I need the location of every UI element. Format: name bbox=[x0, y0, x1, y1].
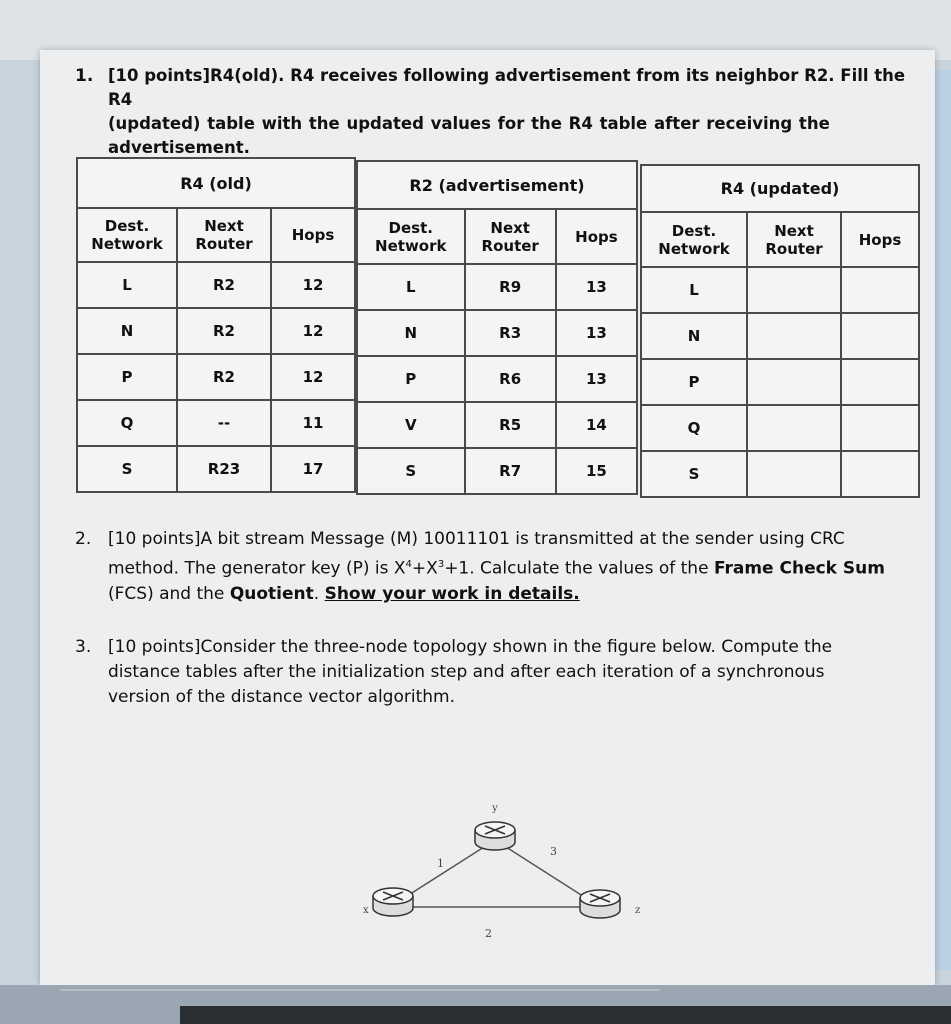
edge-cost-x-z: 2 bbox=[485, 927, 492, 940]
question-line: [10 points]R4(old). R4 receives following advertisement from its neighbor R2. Fill the R4 bbox=[108, 66, 906, 109]
column-header-dest bbox=[357, 209, 465, 264]
question-text bbox=[108, 64, 920, 160]
cell: N bbox=[77, 308, 177, 354]
show-work-instruction: Show your work in details. bbox=[324, 583, 580, 604]
table-row bbox=[641, 451, 919, 497]
header-line: Router bbox=[765, 239, 823, 258]
cell: R2 bbox=[177, 262, 271, 308]
fcs-term: Frame Check Sum bbox=[713, 558, 885, 579]
cell: 13 bbox=[556, 264, 637, 310]
cell-empty bbox=[841, 359, 919, 405]
cell: N bbox=[641, 313, 747, 359]
text-span: +1. Calculate the values of the bbox=[444, 558, 714, 579]
r4-updated-table bbox=[640, 164, 920, 498]
question-line: distance tables after the initialization step and after each iteration of a synchronous bbox=[108, 662, 825, 682]
table-row bbox=[641, 359, 919, 405]
cell: P bbox=[357, 356, 465, 402]
question-line bbox=[108, 582, 885, 607]
node-label-y: y bbox=[492, 803, 498, 814]
question-text bbox=[108, 635, 832, 710]
router-x-icon bbox=[373, 888, 413, 916]
header-line: Dest. bbox=[104, 217, 150, 235]
table-row bbox=[357, 264, 637, 310]
table-title: R4 (old) bbox=[77, 158, 355, 208]
cell: P bbox=[77, 354, 177, 400]
edge-cost-y-z: 3 bbox=[550, 845, 557, 858]
cell-empty bbox=[747, 405, 841, 451]
table-row bbox=[357, 310, 637, 356]
cell-empty bbox=[841, 267, 919, 313]
exponent: 3 bbox=[437, 559, 445, 570]
cell-empty bbox=[747, 313, 841, 359]
header-line: Router bbox=[195, 235, 253, 253]
cell: 12 bbox=[271, 262, 355, 308]
table-row bbox=[357, 356, 637, 402]
column-header-next bbox=[747, 212, 841, 267]
cell-empty bbox=[747, 359, 841, 405]
router-y-icon bbox=[475, 822, 515, 850]
header-line: Network bbox=[658, 239, 730, 258]
cell-empty bbox=[841, 405, 919, 451]
column-header-dest bbox=[641, 212, 747, 267]
column-header-hops: Hops bbox=[841, 212, 919, 267]
table-row bbox=[641, 313, 919, 359]
cell: S bbox=[641, 451, 747, 497]
column-header-next bbox=[177, 208, 271, 262]
cell: N bbox=[357, 310, 465, 356]
cell: 13 bbox=[556, 310, 637, 356]
ruler-line bbox=[60, 989, 660, 1005]
cell: -- bbox=[177, 400, 271, 446]
cell-empty bbox=[841, 313, 919, 359]
question-line: advertisement. bbox=[108, 138, 250, 157]
cell: S bbox=[357, 448, 465, 494]
bottom-dark-strip bbox=[180, 1006, 951, 1024]
edge-cost-x-y: 1 bbox=[437, 857, 444, 870]
cell: R9 bbox=[465, 264, 556, 310]
cell: S bbox=[77, 446, 177, 492]
cell: 14 bbox=[556, 402, 637, 448]
text-span: (FCS) and the bbox=[108, 583, 230, 604]
cell: R2 bbox=[177, 308, 271, 354]
header-line: Network bbox=[91, 235, 163, 253]
table-row bbox=[77, 308, 355, 354]
cell: Q bbox=[641, 405, 747, 451]
cell: R23 bbox=[177, 446, 271, 492]
table-row bbox=[77, 354, 355, 400]
cell: 13 bbox=[556, 356, 637, 402]
table-title: R4 (updated) bbox=[641, 165, 919, 212]
column-header-hops: Hops bbox=[556, 209, 637, 264]
header-line: Next bbox=[204, 217, 244, 235]
question-line: version of the distance vector algorithm. bbox=[108, 687, 455, 707]
text-span: method. The generator key (P) is X bbox=[108, 558, 406, 579]
cell: R3 bbox=[465, 310, 556, 356]
header-line: Next bbox=[490, 218, 530, 237]
header-line: Dest. bbox=[671, 221, 717, 240]
column-header-dest bbox=[77, 208, 177, 262]
cell: V bbox=[357, 402, 465, 448]
cell: P bbox=[641, 359, 747, 405]
quotient-term: Quotient bbox=[229, 583, 314, 604]
exponent: 4 bbox=[405, 559, 412, 570]
header-line: Next bbox=[774, 221, 814, 240]
text-span: +X bbox=[411, 558, 438, 579]
cell-empty bbox=[747, 451, 841, 497]
cell: L bbox=[641, 267, 747, 313]
table-row bbox=[77, 400, 355, 446]
cell-empty bbox=[841, 451, 919, 497]
question-line: (updated) table with the updated values for the R4 table after receiving the bbox=[108, 114, 830, 133]
question-line: [10 points]Consider the three-node topology shown in the figure below. Compute the bbox=[108, 637, 833, 657]
r2-advertisement-table bbox=[356, 160, 638, 495]
table-row bbox=[357, 448, 637, 494]
cell: 11 bbox=[271, 400, 355, 446]
table-row bbox=[357, 402, 637, 448]
question-number: 3. bbox=[75, 637, 92, 657]
r4-old-table bbox=[76, 157, 356, 493]
router-z-icon bbox=[580, 890, 620, 918]
header-line: Dest. bbox=[388, 218, 433, 237]
cell: Q bbox=[77, 400, 177, 446]
text-span: . bbox=[313, 583, 325, 604]
question-number: 1. bbox=[75, 66, 94, 86]
cell: 17 bbox=[271, 446, 355, 492]
table-row bbox=[77, 446, 355, 492]
question-line: [10 points]A bit stream Message (M) 10011101 is transmitted at the sender using CRC bbox=[108, 529, 845, 549]
three-node-topology-diagram bbox=[345, 795, 675, 955]
cell: 12 bbox=[271, 308, 355, 354]
table-row bbox=[641, 267, 919, 313]
table-title: R2 (advertisement) bbox=[357, 161, 637, 209]
cell: R5 bbox=[465, 402, 556, 448]
header-line: Router bbox=[481, 236, 539, 255]
question-text bbox=[108, 527, 885, 607]
cell: R6 bbox=[465, 356, 556, 402]
header-line: Network bbox=[375, 236, 447, 255]
column-header-hops: Hops bbox=[271, 208, 355, 262]
cell: 12 bbox=[271, 354, 355, 400]
cell: R2 bbox=[177, 354, 271, 400]
question-number: 2. bbox=[75, 529, 92, 549]
table-row bbox=[641, 405, 919, 451]
cell: L bbox=[77, 262, 177, 308]
table-row bbox=[77, 262, 355, 308]
question-line bbox=[108, 552, 885, 582]
node-label-z: z bbox=[635, 905, 641, 916]
cell: 15 bbox=[556, 448, 637, 494]
column-header-next bbox=[465, 209, 556, 264]
cell: L bbox=[357, 264, 465, 310]
node-label-x: x bbox=[363, 905, 369, 916]
cell: R7 bbox=[465, 448, 556, 494]
cell-empty bbox=[747, 267, 841, 313]
